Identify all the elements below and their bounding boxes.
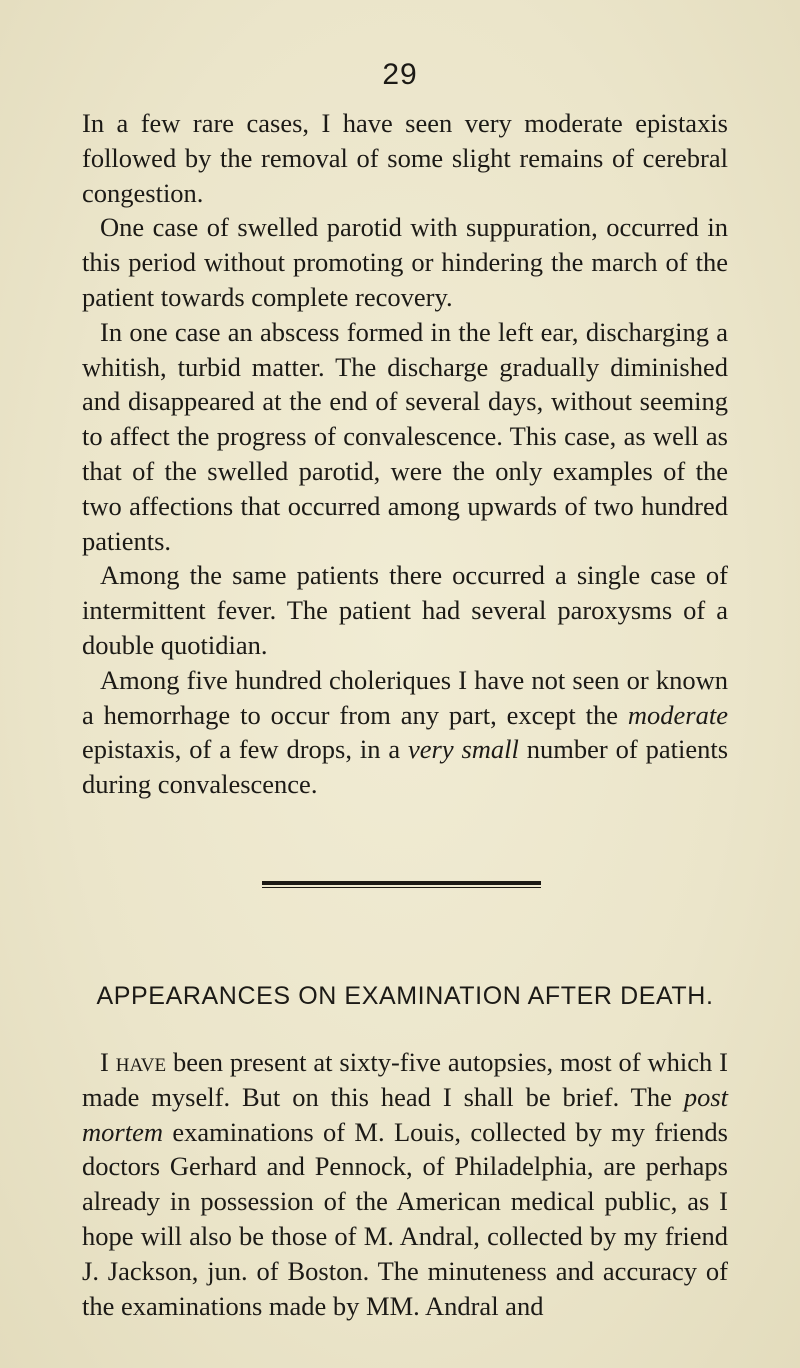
section-divider bbox=[262, 881, 541, 888]
italic-text: very small bbox=[408, 734, 519, 765]
paragraph-epistaxis: In a few rare cases, I have seen very moderate epistaxis followed by the removal of some slight remains of cerebral congestion. bbox=[82, 108, 728, 208]
page-number: 29 bbox=[382, 58, 418, 91]
smallcaps-word: have bbox=[115, 1047, 167, 1077]
paragraph-parotid: One case of swelled parotid with suppuration, occurred in this period without promoting or hindering the march of the patient towards complete recovery. bbox=[82, 212, 728, 312]
paragraph-abscess: In one case an abscess formed in the left ear, discharging a whitish, turbid matter. The discharge gradually diminished and disappeared at the end of several days, without seeming to affect the progress of convalescence. This case, as well as that of the swelled parotid, were the only examples of the two affections that occurred among upwards of two hundred patients. bbox=[82, 316, 728, 556]
text-run: examinations of M. Louis, collected by my friends doctors Gerhard and Pennock, of Philadelphia, are perhaps already in possession of the American medical public, as I hope will also be those of M. Andral, collected by my friend J. Jackson, jun. of Boston. The minuteness and accuracy of the examinations made by MM. Andral and bbox=[82, 1116, 728, 1321]
text-run: been present at sixty-five autopsies, most of which I made myself. But on this head I shall be brief. The bbox=[82, 1047, 729, 1112]
italic-text: moderate bbox=[627, 699, 728, 730]
opening-letter: I bbox=[100, 1047, 109, 1077]
text-section-bottom bbox=[82, 1045, 728, 1323]
text-run: Among five hundred choleriques I have not seen or known a hemorrhage to occur from any part, except the bbox=[82, 664, 728, 730]
text-run: epistaxis, of a few drops, in a bbox=[82, 734, 408, 765]
divider-thick-line bbox=[262, 881, 541, 885]
paragraph-autopsies bbox=[82, 1045, 728, 1323]
paragraph-intermittent-fever: Among the same patients there occurred a single case of intermittent fever. The patient had several paroxysms of a double quotidian. bbox=[82, 560, 728, 660]
paragraph-hemorrhage bbox=[82, 663, 728, 802]
text-section-top bbox=[82, 106, 728, 802]
italic-text: post mortem bbox=[82, 1081, 728, 1147]
divider-thin-line bbox=[262, 887, 541, 888]
section-heading: APPEARANCES ON EXAMINATION AFTER DEATH. bbox=[96, 982, 714, 1010]
text-run: number of patients during convalescence. bbox=[82, 734, 729, 800]
